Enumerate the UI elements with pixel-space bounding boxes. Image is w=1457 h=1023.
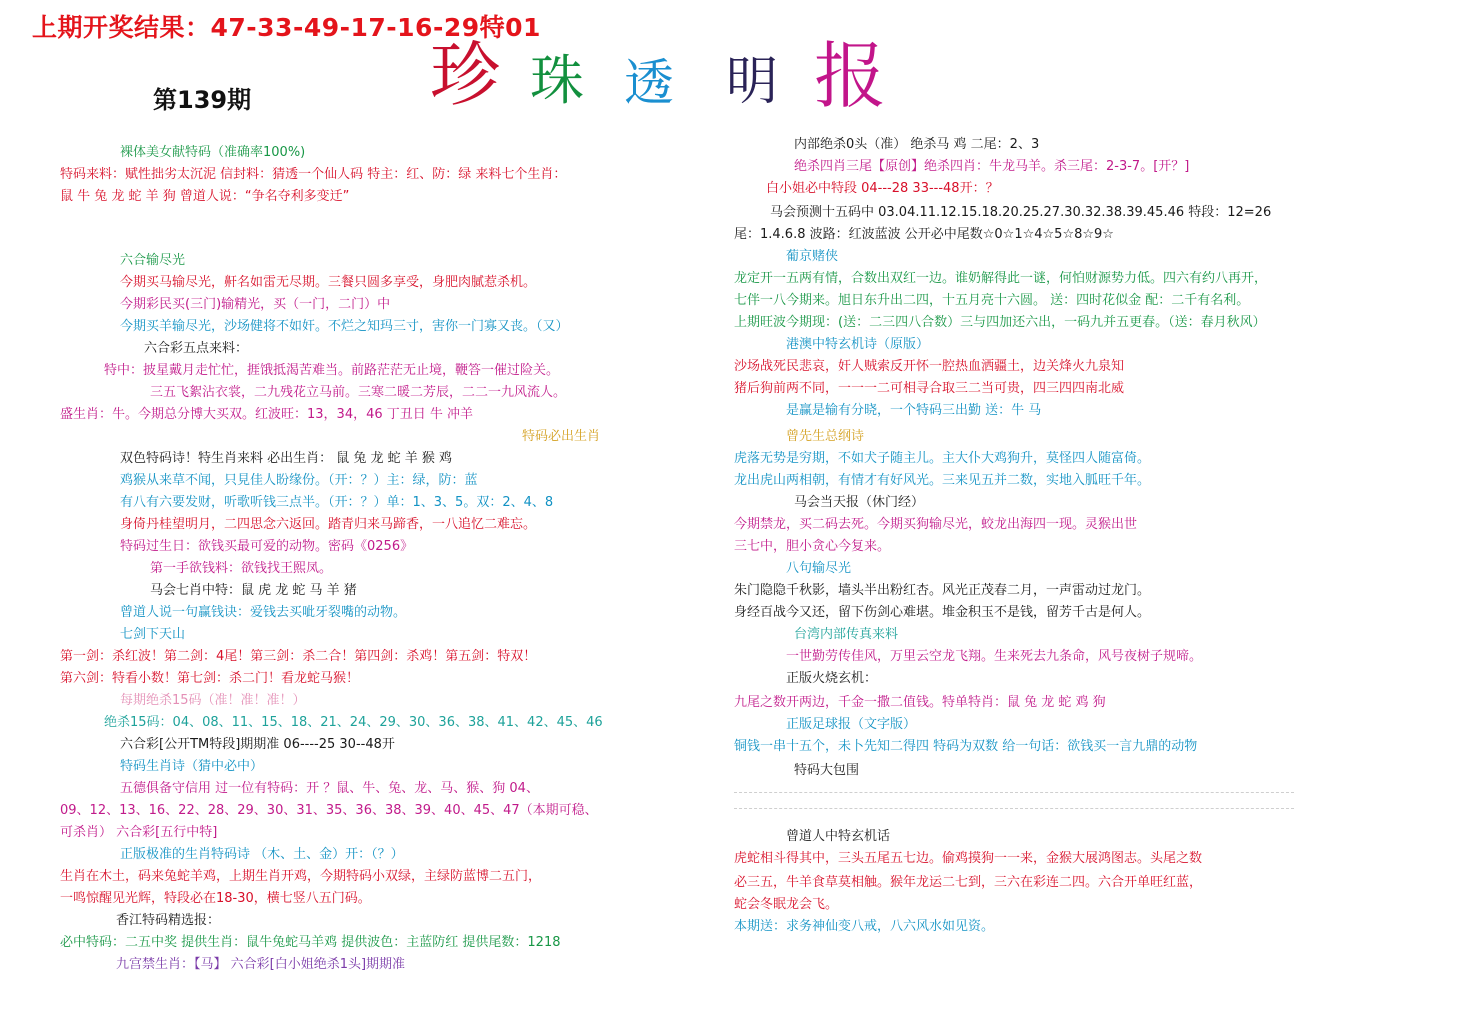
left-column-line-19: 马会七肖中特：鼠 虎 龙 蛇 马 羊 猪	[150, 583, 357, 598]
right-column-line-14: 曾先生总纲诗	[786, 429, 865, 444]
masthead-char-5: 报	[814, 34, 887, 118]
masthead-char-4: 明	[726, 52, 779, 112]
right-column-line-7: 龙定开一五两有情，合数出双红一边。谁奶解得此一谜，何怕财源势力低。四六有约八再开，	[734, 271, 1268, 286]
right-column-line-12: 猪后狗前两不同，一一一二可相寻合取三二当可贵，四三四四南北威	[734, 381, 1125, 396]
right-column-line-1: 内部绝杀0头（准） 绝杀马 鸡 二尾：2、3	[794, 137, 1040, 152]
right-column	[730, 128, 1302, 958]
separator-rule	[734, 792, 1294, 793]
right-column-line-32: 必三五，牛羊食草莫相触。猴年龙运二七到，三六在彩连二四。六合开单旺红蓝，	[734, 875, 1203, 890]
left-column-line-9: 特中：披星戴月走忙忙，捱饿抵渴苦难当。前路茫茫无止境，鞭答一催过险关。	[104, 363, 560, 378]
left-column-line-20: 曾道人说一句赢钱诀：爱钱去买呲牙裂嘴的动物。	[120, 605, 407, 620]
last-result-banner: 上期开奖结果：47-33-49-17-16-29特01	[32, 13, 541, 42]
right-column-line-15: 虎落无势是穷期，不如犬子随主儿。主大仆大鸡狗升，莫怪四人随富倚。	[734, 451, 1151, 466]
left-column-line-16: 身倚丹桂望明月，二四思念六返回。踏青归来马蹄香，一八追忆二难忘。	[120, 517, 537, 532]
masthead-char-1: 珍	[430, 34, 500, 116]
left-column-line-14: 鸡猴从来草不闻，只見佳人盼缘份。（开：？）主：绿，防：蓝	[120, 473, 478, 488]
right-column-line-25: 正版火烧玄机：	[786, 671, 878, 686]
left-column-line-3: 鼠 牛 兔 龙 蛇 羊 狗 曾道人说：“争名夺利多变迁”	[60, 189, 350, 204]
right-column-line-27: 正版足球报（文字版）	[786, 717, 917, 732]
right-column-line-16: 龙出虎山两相朝，有情才有好风光。三来见五并二数，实地入胍旺千年。	[734, 473, 1151, 488]
left-column-line-2: 特码来料：赋性拙劣太沉泥 信封料：猜透一个仙人码 特主：红、防：绿 来料七个生肖：	[60, 167, 567, 182]
left-column-line-4: 六合输尽光	[120, 253, 186, 268]
right-column-line-28: 铜钱一串十五个，未卜先知二得四 特码为双数 给一句话：欲钱买一言九鼎的动物	[734, 739, 1198, 754]
masthead-char-3: 透	[624, 54, 674, 112]
left-column-line-24: 每期绝杀15码（准！准！准！）	[120, 693, 306, 708]
left-column-line-13: 双色特码诗！特生肖来料 必出生肖： 鼠 兔 龙 蛇 羊 猴 鸡	[120, 451, 453, 466]
right-column-line-30: 曾道人中特玄机话	[786, 829, 891, 844]
right-column-line-29: 特码大包围	[794, 763, 860, 778]
right-column-line-18: 今期禁龙，买二码去死。今期买狗输尽光，蛟龙出海四一现。灵猴出世	[734, 517, 1138, 532]
left-column-line-26: 六合彩[公开TM特段]期期准 06----25 30--48开	[120, 737, 395, 752]
right-column-line-5: 尾：1.4.6.8 波路：红波蓝波 公开必中尾数☆0☆1☆4☆5☆8☆9☆	[734, 227, 1114, 242]
right-column-line-10: 港澳中特玄机诗（原版）	[786, 337, 930, 352]
left-column-line-7: 今期买羊输尽光，沙场健将不如奸。不烂之知玛三寸，害你一门寡又丧。（又）	[120, 319, 569, 334]
right-column-line-31: 虎蛇相斗得其中，三头五尾五七边。偷鸡摸狗一一来，金猴大展鸿图志。头尾之数	[734, 851, 1203, 866]
left-column-line-28: 五德俱备守信用 过一位有特码：开 ？鼠、牛、兔、龙、马、猴、狗 04、	[120, 781, 539, 796]
right-column-line-21: 朱门隐隐千秋影，墙头半出粉红杏。风光正茂春二月，一声雷动过龙门。	[734, 583, 1151, 598]
right-column-line-2: 绝杀四肖三尾【原创】绝杀四肖：牛龙马羊。杀三尾：2-3-7。[开？]	[794, 159, 1190, 174]
separator-rule	[734, 808, 1294, 809]
left-column	[52, 128, 674, 976]
left-column-line-32: 生肖在木土，码来兔蛇羊鸡，上期生肖开鸡，今期特码小双绿，主绿防蓝博二五门，	[60, 869, 542, 884]
right-column-line-17: 马会当天报（休门经）	[794, 495, 925, 510]
left-column-line-31: 正版极准的生肖特码诗 （木、土、金）开：（？）	[120, 847, 404, 862]
left-column-line-23: 第六剑：特看小数！第七剑：杀二门！看龙蛇马猴！	[60, 671, 360, 686]
right-column-line-9: 上期旺波今期现：(送：二三四八合数）三与四加还六出，一码九并五更春。（送：春月秋风）	[734, 315, 1266, 330]
masthead-char-2: 珠	[530, 49, 584, 112]
right-column-line-34: 本期送：求务神仙变八戒，八六风水如见资。	[734, 919, 995, 934]
left-column-line-36: 九宫禁生肖：【马】 六合彩[白小姐绝杀1头]期期准	[116, 957, 406, 972]
left-column-line-1: 裸体美女献特码（准确率100%)	[120, 145, 306, 160]
right-column-line-13: 是赢是输有分晓，一个特码三出勤 送：牛 马	[786, 403, 1042, 418]
right-column-line-6: 葡京赌侠	[786, 249, 839, 264]
right-column-line-26: 九尾之数开两边，千金一撒二值钱。特单特肖：鼠 兔 龙 蛇 鸡 狗	[734, 695, 1106, 710]
left-column-line-29: 09、12、13、16、22、28、29、30、31、35、36、38、39、40、45、47（本期可稳、	[60, 803, 598, 818]
left-column-line-5: 今期买马输尽光，鼾名如雷无尽期。三餐只圆多享受，身肥肉膩惹杀机。	[120, 275, 537, 290]
left-column-line-34: 香江特码精选报：	[116, 913, 221, 928]
left-column-line-25: 绝杀15码：04、08、11、15、18、21、24、29、30、36、38、41、42、45、46	[104, 715, 603, 730]
left-column-line-12: 特码必出生肖	[522, 429, 601, 444]
right-column-line-4: 马会预测十五码中 03.04.11.12.15.18.20.25.27.30.32.38.39.45.46 特段：12=26	[770, 205, 1272, 220]
left-column-line-33: 一鸣惊醒见光辉，特段必在18-30，横七竖八五门码。	[60, 891, 371, 906]
right-column-line-23: 台湾内部传真来料	[794, 627, 899, 642]
left-column-line-15: 有八有六要发财，听歌听钱三点半。（开：？）单：1、3、5。双：2、4、8	[120, 495, 554, 510]
left-column-line-22: 第一剑：杀红波！第二剑：4尾！第三剑：杀二合！第四剑：杀鸡！第五剑：特双！	[60, 649, 537, 664]
right-column-line-24: 一世勤劳传佳风，万里云空龙飞翔。生来死去九条命，风号夜树子规啼。	[786, 649, 1203, 664]
left-column-line-8: 六合彩五点来料：	[144, 341, 249, 356]
left-column-line-21: 七剑下天山	[120, 627, 186, 642]
left-column-line-30: 可杀肖） 六合彩[五行中特]	[60, 825, 218, 840]
right-column-line-11: 沙场战死民悲哀，奸人贼索反开怀一腔热血洒疆土，边关烽火九泉知	[734, 359, 1125, 374]
left-column-line-6: 今期彩民买(三门)输精光，买（一门，二门）中	[120, 297, 391, 312]
right-column-line-20: 八句输尽光	[786, 561, 852, 576]
left-column-line-10: 三五飞絮沾衣裳，二九残花立马前。三寒二暖二芳辰，二二一九风流人。	[150, 385, 567, 400]
left-column-line-11: 盛生肖：牛。今期总分博大买双。红波旺：13，34，46 丁丑日 牛 冲羊	[60, 407, 474, 422]
right-column-line-22: 身经百战今又还，留下伤剑心难堪。堆金积玉不是钱，留芳千古是何人。	[734, 605, 1151, 620]
right-column-line-8: 七伴一八今期来。旭日东升出二四，十五月亮十六圆。 送：四时花似金 配：二千有名利。	[734, 293, 1250, 308]
left-column-line-27: 特码生肖诗（猜中必中）	[120, 759, 264, 774]
left-column-line-18: 第一手欲钱料：欲钱找王熙凤。	[150, 561, 333, 576]
right-column-line-33: 蛇会冬眠龙会飞。	[734, 897, 839, 912]
left-column-line-17: 特码过生日：欲钱买最可爱的动物。密码《0256》	[120, 539, 414, 554]
left-column-line-35: 必中特码：二五中奖 提供生肖：鼠牛兔蛇马羊鸡 提供波色：主蓝防红 提供尾数：1218	[60, 935, 561, 950]
right-column-line-3: 白小姐必中特段 04---28 33---48开：？	[766, 181, 999, 196]
issue-number: 第139期	[153, 86, 252, 114]
right-column-line-19: 三七中，胆小贪心今复来。	[734, 539, 891, 554]
